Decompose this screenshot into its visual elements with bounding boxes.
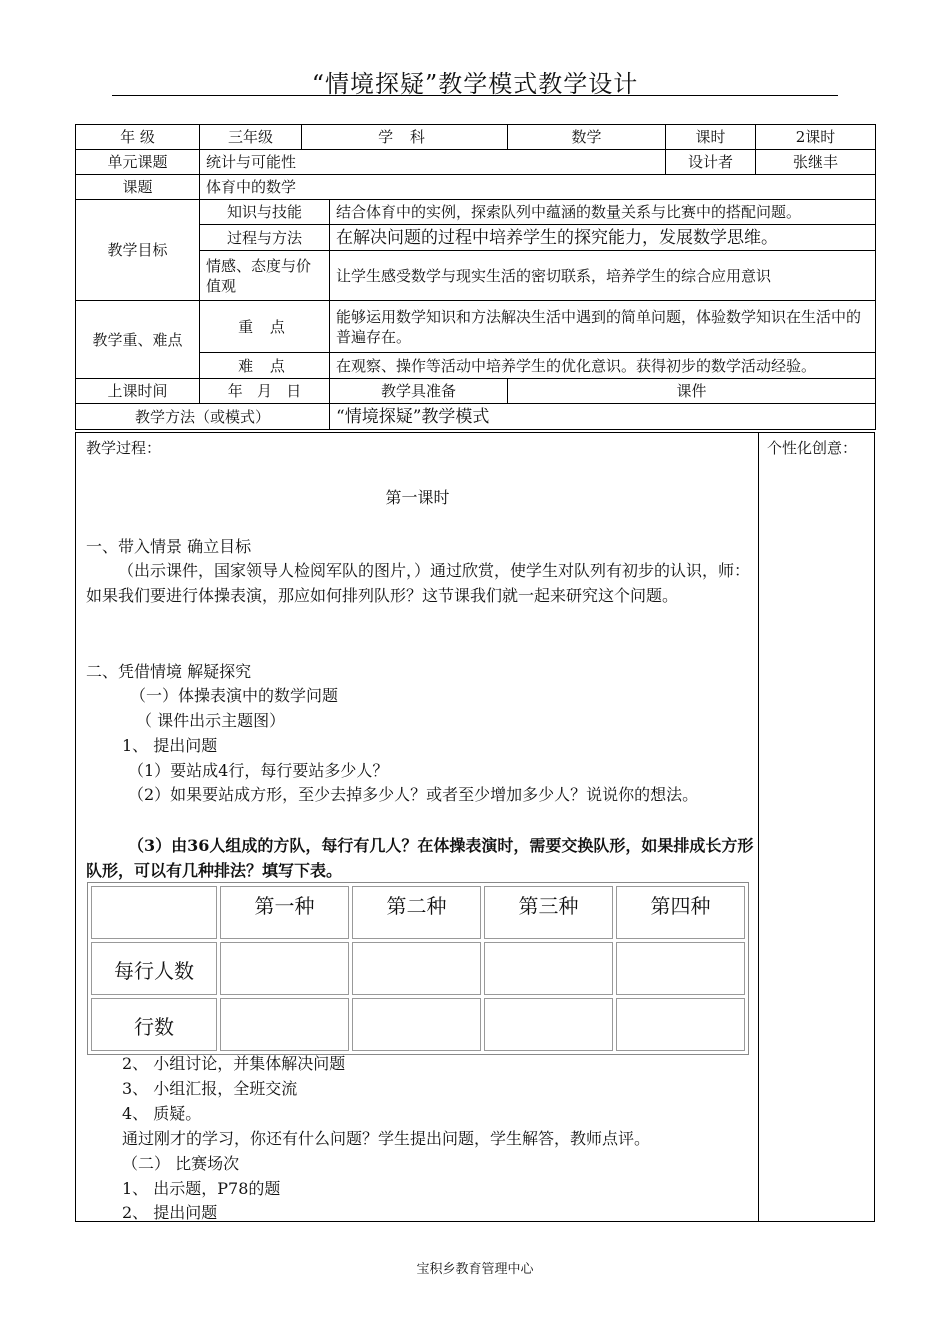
table-cell bbox=[484, 998, 613, 1051]
method-label: 教学方法（或模式） bbox=[76, 404, 330, 430]
personalized-creativity-column bbox=[758, 432, 875, 1222]
subsection1-heading: （一）体操表演中的数学问题 bbox=[130, 686, 339, 705]
question3: （3）由36人组成的方队，每行有几人？在体操表演时，需要交换队形，如果排成长方形队形，可以有几种排法？填写下表。 bbox=[86, 836, 754, 880]
goal-process-label: 过程与方法 bbox=[200, 225, 330, 251]
difficult-point-label: 难 点 bbox=[200, 353, 330, 379]
step1: 1、 提出问题 bbox=[122, 736, 218, 755]
table-cell bbox=[220, 998, 349, 1051]
grade-label: 年 级 bbox=[76, 125, 200, 150]
step4: 4、 质疑。 bbox=[122, 1104, 202, 1123]
subsection2-step2: 2、 提出问题 bbox=[122, 1203, 218, 1222]
arrangement-header-3: 第三种 bbox=[484, 886, 613, 939]
topic-label: 课题 bbox=[76, 175, 200, 200]
key-point-value: 能够运用数学知识和方法解决生活中遇到的简单问题，体验数学知识在生活中的普遍存在。 bbox=[330, 301, 876, 353]
table-cell bbox=[616, 998, 745, 1051]
table-cell bbox=[616, 942, 745, 995]
designer-value: 张继丰 bbox=[756, 150, 876, 175]
hours-label: 课时 bbox=[666, 125, 756, 150]
step2: 2、 小组讨论，并集体解决问题 bbox=[122, 1054, 346, 1073]
creative-label: 个性化创意： bbox=[767, 439, 858, 457]
goal-knowledge-value: 结合体育中的实例，探索队列中蕴涵的数量关系与比赛中的搭配问题。 bbox=[330, 200, 876, 225]
subsection2-step1: 1、 出示题，P78的题 bbox=[122, 1179, 281, 1198]
page-footer: 宝积乡教育管理中心 bbox=[416, 1262, 534, 1277]
subject-value: 数学 bbox=[508, 125, 666, 150]
goals-label: 教学目标 bbox=[76, 200, 200, 301]
document-title: “情境探疑”教学模式教学设计 bbox=[311, 70, 639, 98]
arrangement-table bbox=[87, 882, 749, 1055]
section1-heading: 一、带入情景 确立目标 bbox=[86, 537, 252, 556]
question1: （1）要站成4行，每行要站多少人？ bbox=[128, 761, 389, 780]
step4-text: 通过刚才的学习，你还有什么问题？学生提出问题，学生解答，教师点评。 bbox=[122, 1129, 651, 1148]
keypoints-label: 教学重、难点 bbox=[76, 301, 200, 379]
key-point-label: 重 点 bbox=[200, 301, 330, 353]
table-cell bbox=[484, 942, 613, 995]
row-label-per-row: 每行人数 bbox=[91, 942, 217, 995]
teaching-process-section bbox=[75, 432, 758, 1222]
subsection2-heading: （二） 比赛场次 bbox=[122, 1154, 240, 1173]
goal-knowledge-label: 知识与技能 bbox=[200, 200, 330, 225]
class-time-value: 年 月 日 bbox=[200, 379, 330, 404]
section2-heading: 二、凭借情境 解疑探究 bbox=[86, 662, 252, 681]
class-time-label: 上课时间 bbox=[76, 379, 200, 404]
row-label-rows: 行数 bbox=[91, 998, 217, 1051]
designer-label: 设计者 bbox=[666, 150, 756, 175]
arrangement-header-4: 第四种 bbox=[616, 886, 745, 939]
grade-value: 三年级 bbox=[200, 125, 302, 150]
title-underline bbox=[112, 95, 838, 96]
table-cell bbox=[352, 942, 481, 995]
step3: 3、 小组汇报，全班交流 bbox=[122, 1079, 298, 1098]
process-label: 教学过程： bbox=[86, 439, 162, 457]
unit-value: 统计与可能性 bbox=[200, 150, 666, 175]
table-cell bbox=[220, 942, 349, 995]
unit-label: 单元课题 bbox=[76, 150, 200, 175]
lesson-title: 第一课时 bbox=[385, 488, 450, 507]
goal-emotion-value: 让学生感受数学与现实生活的密切联系，培养学生的综合应用意识 bbox=[330, 251, 876, 301]
method-value: “情境探疑”教学模式 bbox=[330, 404, 876, 430]
tools-label: 教学具准备 bbox=[330, 379, 508, 404]
hours-value: 2课时 bbox=[756, 125, 876, 150]
goal-emotion-label: 情感、态度与价值观 bbox=[200, 251, 330, 301]
subsection1-note: （ 课件出示主题图） bbox=[136, 711, 286, 730]
arrangement-header-2: 第二种 bbox=[352, 886, 481, 939]
question2: （2）如果要站成方形，至少去掉多少人？或者至少增加多少人？说说你的想法。 bbox=[128, 785, 699, 804]
arrangement-header-1: 第一种 bbox=[220, 886, 349, 939]
difficult-point-value: 在观察、操作等活动中培养学生的优化意识。获得初步的数学活动经验。 bbox=[330, 353, 876, 379]
topic-value: 体育中的数学 bbox=[200, 175, 876, 200]
arrangement-header-blank bbox=[91, 886, 217, 939]
tools-value: 课件 bbox=[508, 379, 876, 404]
table-cell bbox=[352, 998, 481, 1051]
goal-process-value: 在解决问题的过程中培养学生的探究能力，发展数学思维。 bbox=[330, 225, 876, 251]
lesson-info-table bbox=[75, 124, 876, 430]
subject-label: 学 科 bbox=[302, 125, 508, 150]
section1-text: （出示课件，国家领导人检阅军队的图片，）通过欣赏，使学生对队列有初步的认识，师：如果我们要进行体操表演，那应如何排列队形？这节课我们就一起来研究这个问题。 bbox=[86, 561, 751, 605]
